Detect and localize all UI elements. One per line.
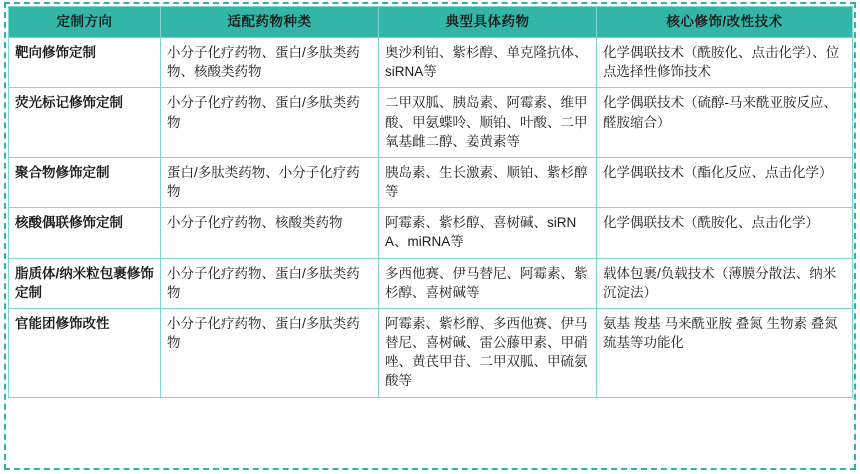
table-row (9, 308, 853, 397)
cell-examples[interactable]: 阿霉素、紫杉醇、多西他赛、伊马替尼、喜树碱、雷公藤甲素、甲硝唑、黄芪甲苷、二甲双胍、甲硫氨酸等 (379, 308, 597, 397)
cell-tech[interactable]: 载体包裹/负载技术（薄膜分散法、纳米沉淀法） (597, 258, 853, 308)
cell-direction[interactable]: 靶向修饰定制 (9, 38, 161, 88)
data-table (8, 6, 853, 398)
column-header-tech[interactable]: 核心修饰/改性技术 (597, 7, 853, 38)
column-header-examples[interactable]: 典型具体药物 (379, 7, 597, 38)
cell-tech[interactable]: 氨基 羧基 马来酰亚胺 叠氮 生物素 叠氮 巯基等功能化 (597, 308, 853, 397)
table-header-row (9, 7, 853, 38)
cell-drug-types[interactable]: 小分子化疗药物、蛋白/多肽类药物 (161, 88, 379, 157)
cell-examples[interactable]: 奥沙利铂、紫杉醇、单克隆抗体、siRNA等 (379, 38, 597, 88)
cell-examples[interactable]: 多西他赛、伊马替尼、阿霉素、紫杉醇、喜树碱等 (379, 258, 597, 308)
column-header-direction[interactable]: 定制方向 (9, 7, 161, 38)
table-body (9, 38, 853, 397)
cell-examples[interactable]: 二甲双胍、胰岛素、阿霉素、维甲酸、甲氨蝶呤、顺铂、叶酸、二甲氧基雌二醇、姜黄素等 (379, 88, 597, 157)
cell-tech[interactable]: 化学偶联技术（硫醇-马来酰亚胺反应、醛胺缩合） (597, 88, 853, 157)
cell-direction[interactable]: 荧光标记修饰定制 (9, 88, 161, 157)
cell-examples[interactable]: 胰岛素、生长激素、顺铂、紫杉醇等 (379, 157, 597, 207)
cell-direction[interactable]: 官能团修饰改性 (9, 308, 161, 397)
cell-drug-types[interactable]: 小分子化疗药物、蛋白/多肽类药物 (161, 308, 379, 397)
table-row (9, 208, 853, 258)
table-row (9, 258, 853, 308)
cell-tech[interactable]: 化学偶联技术（酯化反应、点击化学） (597, 157, 853, 207)
cell-tech[interactable]: 化学偶联技术（酰胺化、点击化学）、位点选择性修饰技术 (597, 38, 853, 88)
cell-drug-types[interactable]: 小分子化疗药物、核酸类药物 (161, 208, 379, 258)
cell-drug-types[interactable]: 蛋白/多肽类药物、小分子化疗药物 (161, 157, 379, 207)
table-row (9, 88, 853, 157)
table-row (9, 157, 853, 207)
table-row (9, 38, 853, 88)
cell-examples[interactable]: 阿霉素、紫杉醇、喜树碱、siRNA、miRNA等 (379, 208, 597, 258)
cell-direction[interactable]: 聚合物修饰定制 (9, 157, 161, 207)
cell-direction[interactable]: 核酸偶联修饰定制 (9, 208, 161, 258)
cell-drug-types[interactable]: 小分子化疗药物、蛋白/多肽类药物 (161, 258, 379, 308)
cell-direction[interactable]: 脂质体/纳米粒包裹修饰定制 (9, 258, 161, 308)
column-header-drug-types[interactable]: 适配药物种类 (161, 7, 379, 38)
cell-tech[interactable]: 化学偶联技术（酰胺化、点击化学） (597, 208, 853, 258)
cell-drug-types[interactable]: 小分子化疗药物、蛋白/多肽类药物、核酸类药物 (161, 38, 379, 88)
